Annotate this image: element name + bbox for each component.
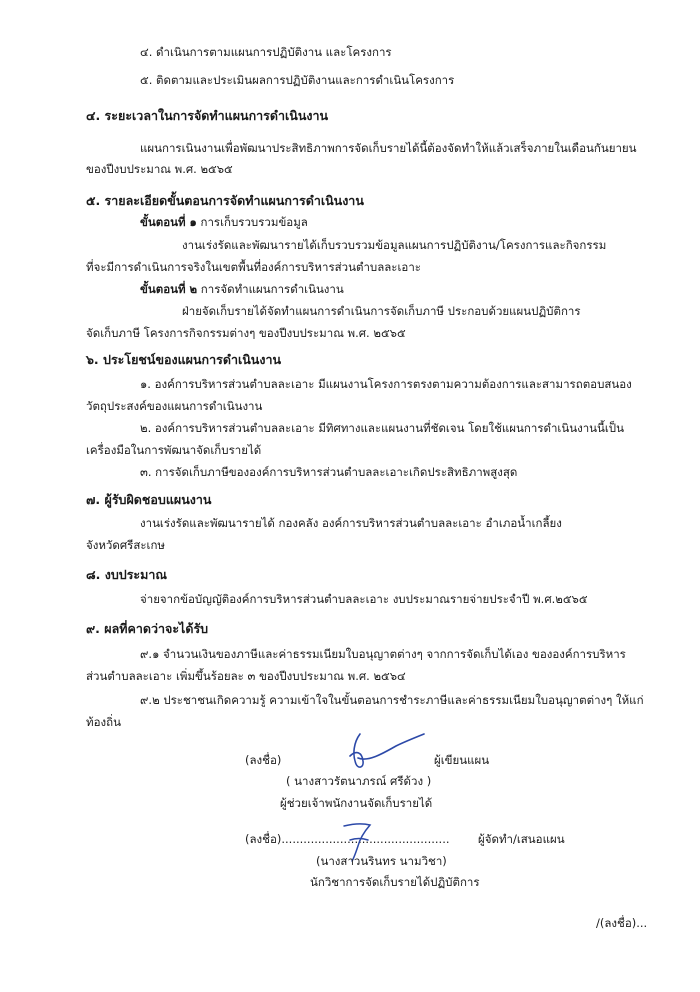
item-5: ๕. ติดตามและประเมินผลการปฏิบัติงานและการดำเนินโครงการ xyxy=(140,73,455,87)
section-7-line-1: งานเร่งรัดและพัฒนารายได้ กองคลัง องค์การบริหารส่วนตำบลละเอาะ อำเภอน้ำเกลี้ยง xyxy=(140,516,562,530)
section-4-line-1: แผนการเนินงานเพื่อพัฒนาประสิทธิภาพการจัดเก็บรายได้นี้ต้องจัดทำให้แล้วเสร็จภายในเดือนกันยายน xyxy=(140,141,637,155)
result-2-line-1: ๙.๒ ประชาชนเกิดความรู้ ความเข้าใจในขั้นตอนการชำระภาษีและค่าธรรมเนียมใบอนุญาตต่างๆ ให้แก่ xyxy=(140,693,644,707)
section-4-line-2: ของปีงบประมาณ พ.ศ. ๒๕๖๕ xyxy=(86,162,233,176)
section-7-line-2: จังหวัดศรีสะเกษ xyxy=(86,538,166,552)
step-1-title: การเก็บรวบรวมข้อมูล xyxy=(200,215,308,229)
section-7-heading: ๗. ผู้รับผิดชอบแผนงาน xyxy=(86,492,212,507)
benefit-1-line-1: ๑. องค์การบริหารส่วนตำบลละเอาะ มีแผนงานโครงการตรงตามความต้องการและสามารถตอบสนอง xyxy=(140,377,632,391)
step-1-line-2: ที่จะมีการดำเนินการจริงในเขตพื้นที่องค์การบริหารส่วนตำบลละเอาะ xyxy=(86,260,421,274)
continuation-note: /(ลงชื่อ)... xyxy=(596,916,648,930)
benefit-3: ๓. การจัดเก็บภาษีขององค์การบริหารส่วนตำบลละเอาะเกิดประสิทธิภาพสูงสุด xyxy=(140,465,518,479)
signature-1-name: ( นางสาวรัตนาภรณ์ ศรีด้วง ) xyxy=(286,774,432,788)
section-8-heading: ๘. งบประมาณ xyxy=(86,567,167,582)
step-2-line-1: ฝ่ายจัดเก็บรายได้จัดทำแผนการดำเนินการจัดเก็บภาษี ประกอบด้วยแผนปฏิบัติการ xyxy=(182,304,581,318)
signature-2-name: (นางสาวนรินทร นามวิชา) xyxy=(316,854,447,868)
signature-1-position: ผู้ช่วยเจ้าพนักงานจัดเก็บรายได้ xyxy=(280,796,433,810)
step-2-line-2: จัดเก็บภาษี โครงการกิจกรรมต่างๆ ของปีงบประมาณ พ.ศ. ๒๕๖๕ xyxy=(86,326,406,340)
signature-1-scribble xyxy=(338,728,428,773)
benefit-2-line-1: ๒. องค์การบริหารส่วนตำบลละเอาะ มีทิศทางและแผนงานที่ชัดเจน โดยใช้แผนการดำเนินงานนี้เป็น xyxy=(140,421,624,435)
step-1-line-1: งานเร่งรัดและพัฒนารายได้เก็บรวบรวมข้อมูลแผนการปฏิบัติงาน/โครงการและกิจกรรม xyxy=(182,238,607,252)
signature-1-label: (ลงชื่อ) xyxy=(245,753,282,767)
signature-2-line: (ลงชื่อ).............................................. xyxy=(245,832,450,846)
section-9-heading: ๙. ผลที่คาดว่าจะได้รับ xyxy=(86,621,209,636)
result-1-line-2: ส่วนตำบลละเอาะ เพิ่มขึ้นร้อยละ ๓ ของปีงบประมาณ พ.ศ. ๒๕๖๔ xyxy=(86,669,406,683)
step-1-row xyxy=(140,214,308,230)
section-6-heading: ๖. ประโยชน์ของแผนการดำเนินงาน xyxy=(86,352,282,367)
item-4: ๔. ดำเนินการตามแผนการปฏิบัติงาน และโครงการ xyxy=(140,45,392,59)
result-2-line-2: ท้องถิ่น xyxy=(86,715,121,729)
section-8-line-1: จ่ายจากข้อบัญญัติองค์การบริหารส่วนตำบลละเอาะ งบประมาณรายจ่ายประจำปี พ.ศ.๒๕๖๕ xyxy=(140,592,588,606)
step-2-title: การจัดทำแผนการดำเนินงาน xyxy=(200,282,344,296)
signature-2-position: นักวิชาการจัดเก็บรายได้ปฏิบัติการ xyxy=(310,875,480,889)
step-1-label: ขั้นตอนที่ ๑ xyxy=(140,215,197,229)
signature-1-role: ผู้เขียนแผน xyxy=(434,753,490,767)
section-5-heading: ๕. รายละเอียดขั้นตอนการจัดทำแผนการดำเนินงาน xyxy=(86,193,364,208)
result-1-line-1: ๙.๑ จำนวนเงินของภาษีและค่าธรรมเนียมใบอนุญาตต่างๆ จากการจัดเก็บได้เอง ขององค์การบริหาร xyxy=(140,647,626,661)
step-2-label: ขั้นตอนที่ ๒ xyxy=(140,282,198,296)
section-4-heading: ๔. ระยะเวลาในการจัดทำแผนการดำเนินงาน xyxy=(86,108,329,123)
benefit-2-line-2: เครื่องมือในการพัฒนาจัดเก็บรายได้ xyxy=(86,443,262,457)
step-2-row xyxy=(140,281,344,297)
signature-2-role: ผู้จัดทำ/เสนอแผน xyxy=(478,832,565,846)
benefit-1-line-2: วัตถุประสงค์ของแผนการดำเนินงาน xyxy=(86,399,263,413)
